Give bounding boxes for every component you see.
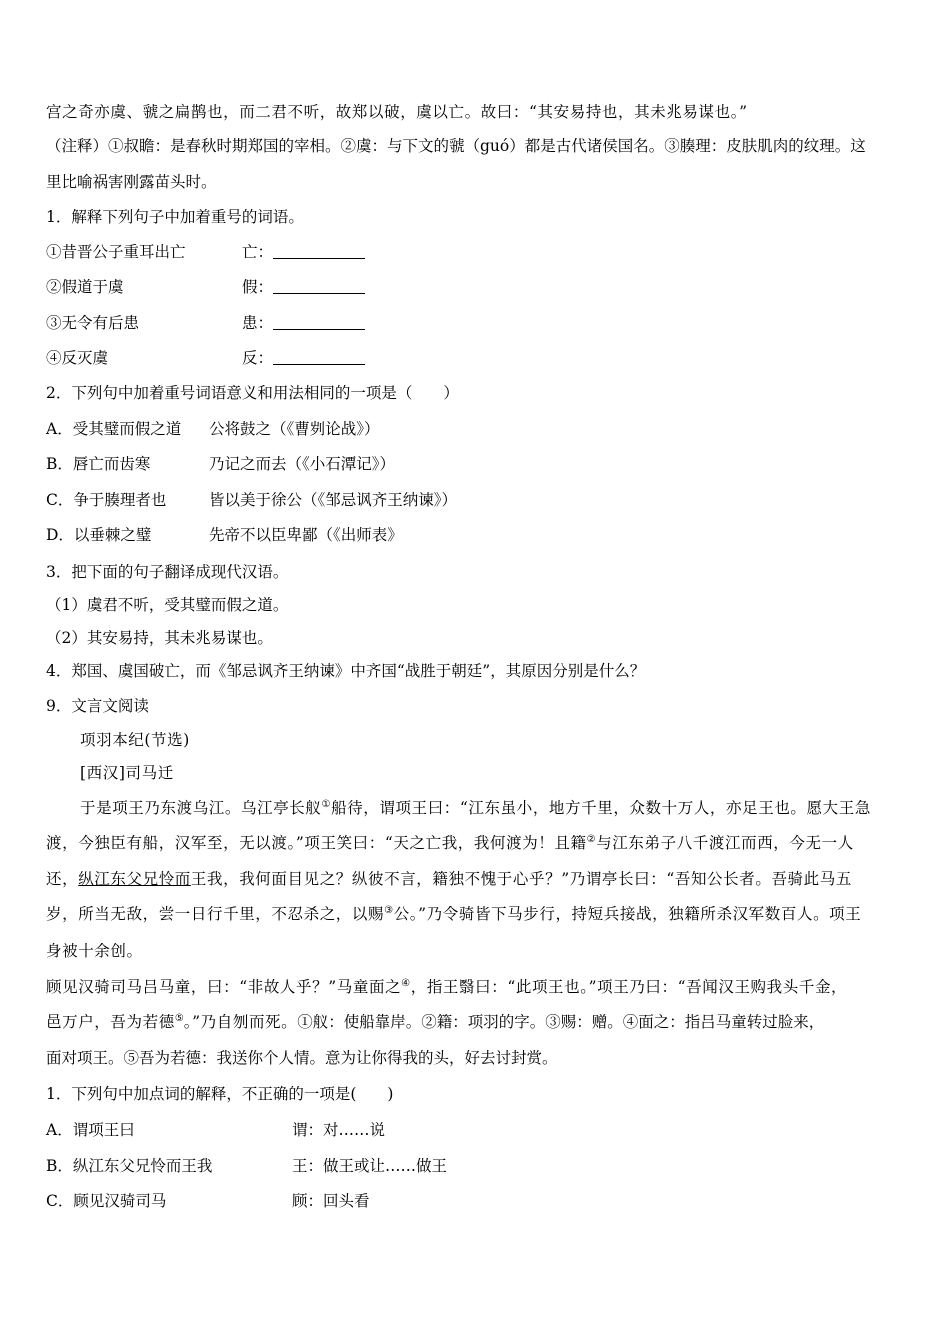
question-4: 4．郑国、虞国破亡，而《邹忌讽齐王纳谏》中齐国“战胜于朝廷”，其原因分别是什么？ xyxy=(46,662,646,680)
section-9-heading: 9．文言文阅读 xyxy=(46,697,149,715)
q1-item-sentence: ①昔晋公子重耳出亡 xyxy=(46,243,186,261)
passage-line: 身被十余创。 xyxy=(46,942,143,960)
option-left: D．以垂棘之璧 xyxy=(46,526,152,544)
q1-item-sentence: ②假道于虞 xyxy=(46,278,124,296)
passage-line: 还，纵江东父兄怜而王我，我何面目见之？纵彼不言，籍独不愧于心乎？”乃谓亭长曰：“吾知公长者。吾骑此马五 xyxy=(46,870,852,888)
option-right: 先帝不以臣卑鄙（《出师表》 xyxy=(209,526,403,544)
answer-blank[interactable] xyxy=(273,313,365,330)
q1-item-word: 患： xyxy=(242,314,274,332)
option-left: C．顾见汉骑司马 xyxy=(46,1192,167,1210)
passage-line: 于是项王乃东渡乌江。乌江亭长舣①船待，谓项王曰：“江东虽小，地方千里，众数十万人，亦足王也。愿大王急 xyxy=(80,798,871,817)
q2-option-c xyxy=(46,489,910,511)
q2-option-d xyxy=(46,524,910,546)
q1-item-word: 假： xyxy=(242,278,274,296)
option-left: C．争于腠理者也 xyxy=(46,491,167,509)
q3-sentence-2: （2）其安易持，其未兆易谋也。 xyxy=(46,629,273,647)
q91-option-b xyxy=(46,1155,910,1177)
q3-sentence-1: （1）虞君不听，受其璧而假之道。 xyxy=(46,596,289,614)
answer-blank[interactable] xyxy=(273,348,365,365)
option-left: B．纵江东父兄怜而王我 xyxy=(46,1157,213,1175)
option-right: 公将鼓之（《曹刿论战》） xyxy=(209,420,380,438)
option-left: B．唇亡而齿寒 xyxy=(46,455,151,473)
question-1: 1．解释下列句子中加着重号的词语。 xyxy=(46,208,304,226)
q1-item xyxy=(46,312,910,334)
option-right: 顾：回头看 xyxy=(292,1192,370,1210)
q1-item-word: 亡： xyxy=(242,243,274,261)
question-3: 3．把下面的句子翻译成现代汉语。 xyxy=(46,563,289,581)
answer-blank[interactable] xyxy=(273,277,365,294)
option-left: A．受其璧而假之道 xyxy=(46,420,182,438)
answer-blank[interactable] xyxy=(273,242,365,259)
option-right: 乃记之而去（《小石潭记》） xyxy=(209,455,396,473)
q91-option-c xyxy=(46,1190,910,1212)
question-9-1: 1．下列句中加点词的解释，不正确的一项是( ) xyxy=(46,1085,394,1103)
option-right: 王：做王或让……做王 xyxy=(292,1157,448,1175)
notes-line-2: 里比喻祸害刚露苗头时。 xyxy=(46,173,217,191)
q1-item-word: 反： xyxy=(242,349,274,367)
option-left: A．谓项王曰 xyxy=(46,1121,135,1139)
passage-title: 项羽本纪(节选) xyxy=(80,731,190,749)
notes-line-1: （注释）①叔瞻：是春秋时期郑国的宰相。②虞：与下文的虢（guó）都是古代诸侯国名。③腠理：皮肤肌肉的纹理。这 xyxy=(46,137,866,155)
q1-item-sentence: ④反灭虞 xyxy=(46,349,109,367)
passage-author: [西汉]司马迁 xyxy=(80,764,174,782)
passage-line: 岁，所当无敌，尝一日行千里，不忍杀之，以赐③公。”乃令骑皆下马步行，持短兵接战，独籍所杀汉军数百人。项王 xyxy=(46,904,862,923)
q1-item xyxy=(46,347,910,369)
q1-item xyxy=(46,276,910,298)
underlined-phrase: 纵江东父兄怜而 xyxy=(78,870,191,888)
passage-line: 顾见汉骑司马吕马童，曰：“非故人乎？”马童面之④，指王翳曰：“此项王也。”项王乃曰：“吾闻汉王购我头千金， xyxy=(46,977,848,996)
q2-option-a xyxy=(46,418,910,440)
passage-line: 渡，今独臣有船，汉军至，无以渡。”项王笑曰：“天之亡我，我何渡为！且籍②与江东弟子八千渡江而西，今无一人 xyxy=(46,833,854,852)
q91-option-a xyxy=(46,1119,910,1141)
q2-option-b xyxy=(46,453,910,475)
passage-line: 邑万户，吾为若德⑤。”乃自刎而死。①舣：使船靠岸。②籍：项羽的字。③赐：赠。④面之：指吕马童转过脸来， xyxy=(46,1012,825,1031)
option-right: 谓：对……说 xyxy=(292,1121,386,1139)
q1-item-sentence: ③无令有后患 xyxy=(46,314,140,332)
passage-tail: 宫之奇亦虞、虢之扁鹊也，而二君不听，故郑以破，虞以亡。故曰：“其安易持也，其未兆易谋也。” xyxy=(46,103,748,121)
q1-item xyxy=(46,241,910,263)
question-2: 2．下列句中加着重号词语意义和用法相同的一项是（ ） xyxy=(46,384,459,402)
option-right: 皆以美于徐公（《邹忌讽齐王纳谏》） xyxy=(209,491,458,509)
passage-notes: 面对项王。⑤吾为若德：我送你个人情。意为让你得我的头，好去讨封赏。 xyxy=(46,1049,558,1067)
